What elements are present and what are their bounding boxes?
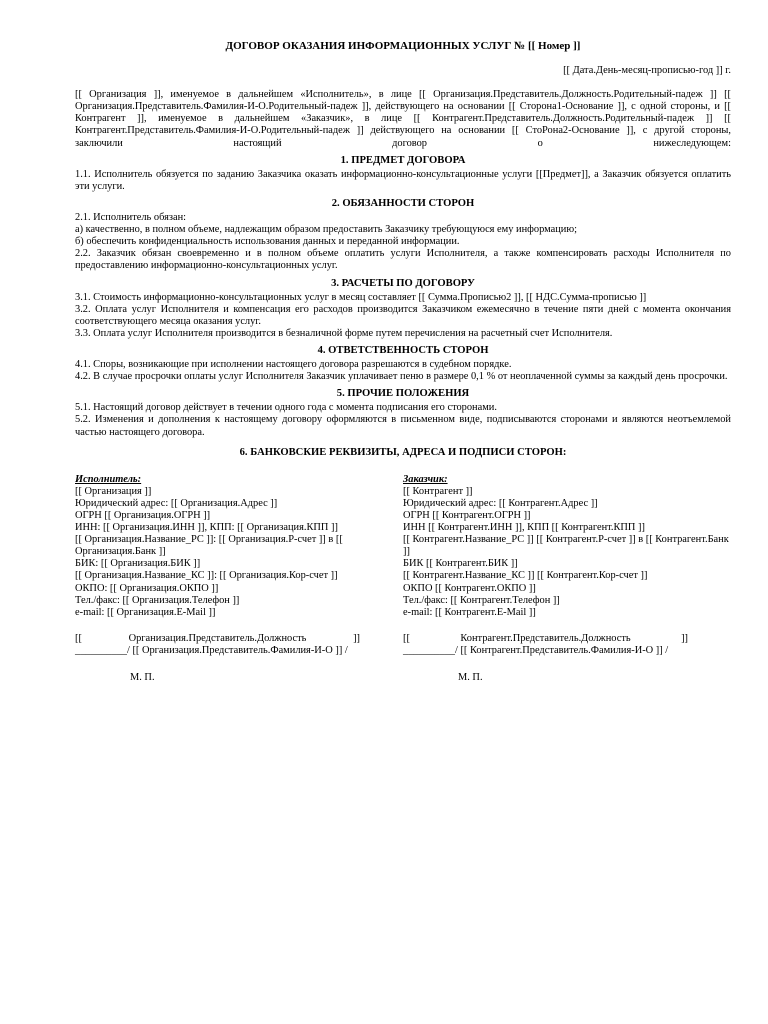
clause: 3.1. Стоимость информационно-консультационных услуг в месяц составляет [[ Сумма.Прописью2 ]], [[ НДС.Сумма-прописью ]]	[75, 291, 647, 303]
requisite-line: [[ Контрагент.Название_КС ]] [[ Контрагент.Кор-счет ]]	[403, 570, 648, 582]
bracket-open: [[	[75, 632, 82, 644]
requisite-line: ОГРН [[ Организация.ОГРН ]]	[75, 510, 211, 521]
requisite-line: БИК [[ Контрагент.БИК ]]	[403, 558, 518, 570]
signature-position-line	[403, 633, 688, 645]
section-heading: 4. ОТВЕТСТВЕННОСТЬ СТОРОН	[317, 344, 489, 356]
signatory-position: Организация.Представитель.Должность	[128, 632, 307, 644]
section-4	[75, 345, 731, 383]
section-heading: 2. ОБЯЗАННОСТИ СТОРОН	[331, 197, 475, 209]
section-1	[75, 155, 731, 193]
requisite-line: [[ Организация.Название_КС ]]: [[ Организация.Кор-счет ]]	[75, 570, 338, 582]
requisite-line: Юридический адрес: [[ Организация.Адрес ]]	[75, 497, 278, 509]
requisite-line: Юридический адрес: [[ Контрагент.Адрес ]]	[403, 497, 598, 509]
requisite-line: e-mail: [[ Контрагент.E-Mail ]]	[403, 606, 536, 618]
requisite-line: ОКПО [[ Контрагент.ОКПО ]]	[403, 582, 536, 594]
contract-preamble: [[ Организация ]], именуемое в дальнейшем «Исполнитель», в лице [[ Организация.Представитель.Должность.Родительный-падеж ]] [[ Организация.Представитель.Фамилия-И-О.Родительный-падеж ]], действующего на основании [[ Сторона1-Основание ]], с одной стороны, и [[ Контрагент ]], именуемое в дальнейшем «Заказчик», в лице [[ Контрагент.Представитель.Должность.Родительный-падеж ]] [[ Контрагент.Представитель.Фамилия-И-О.Родительный-падеж ]] действующего на основании [[ СтоРона2-Основание ]], с другой стороны, заключили настоящий договор о нижеследующем:	[75, 89, 731, 149]
requisite-line: [[ Организация.Название_РС ]]: [[ Организация.Р-счет ]] в [[ Организация.Банк ]]	[75, 534, 343, 558]
requisites-columns	[75, 474, 731, 684]
requisite-line: [[ Контрагент.Название_РС ]] [[ Контрагент.Р-счет ]] в [[ Контрагент.Банк ]]	[403, 534, 729, 558]
requisite-line: ИНН [[ Контрагент.ИНН ]], КПП [[ Контрагент.КПП ]]	[403, 522, 645, 534]
clause: 5.1. Настоящий договор действует в течении одного года с момента подписания его сторонами.	[75, 402, 497, 414]
requisite-line: [[ Контрагент ]]	[403, 485, 473, 497]
contract-title: ДОГОВОР ОКАЗАНИЯ ИНФОРМАЦИОННЫХ УСЛУГ № [[ Номер ]]	[225, 40, 581, 52]
requisite-line: ОКПО: [[ Организация.ОКПО ]]	[75, 582, 219, 594]
requisite-line: Тел./факс: [[ Организация.Телефон ]]	[75, 594, 240, 606]
section-heading: 3. РАСЧЕТЫ ПО ДОГОВОРУ	[331, 277, 475, 289]
signatory-name-line: __________/ [[ Организация.Представитель.Фамилия-И-О ]] /	[75, 644, 348, 656]
section-3	[75, 278, 731, 340]
requisite-line: Тел./факс: [[ Контрагент.Телефон ]]	[403, 594, 560, 606]
clause: 5.2. Изменения и дополнения к настоящему договору оформляются в письменном виде, подписываются сторонами и являются неотъемлемой частью настоящего договора.	[75, 414, 731, 438]
clause: а) качественно, в полном объеме, надлежащим образом предоставить Заказчику требующуюся ему информацию;	[75, 224, 578, 236]
bracket-open: [[	[403, 632, 410, 644]
stamp-place: М. П.	[130, 672, 155, 684]
clause: 4.2. В случае просрочки оплаты услуг Исполнителя Заказчик уплачивает пеню в размере 0,1 % от неоплаченной суммы за каждый день просрочки.	[75, 371, 728, 383]
requisite-line: ИНН: [[ Организация.ИНН ]], КПП: [[ Организация.КПП ]]	[75, 522, 338, 534]
executor-signature	[75, 633, 403, 684]
executor-requisites	[75, 474, 403, 684]
clause: 3.2. Оплата услуг Исполнителя и компенсация его расходов производится Заказчиком ежемесячно в течение пяти дней с момента окончания соответствующего месяца оказания услуг.	[75, 303, 731, 327]
signatory-position: Контрагент.Представитель.Должность	[460, 632, 631, 644]
section-2	[75, 198, 731, 273]
customer-requisites	[403, 474, 731, 684]
clause: 3.3. Оплата услуг Исполнителя производится в безналичной форме путем перечисления на расчетный счет Исполнителя.	[75, 327, 613, 339]
signatory-name-line: __________/ [[ Контрагент.Представитель.Фамилия-И-О ]] /	[403, 644, 669, 656]
clause: 2.2. Заказчик обязан своевременно и в полном объеме оплатить услуги Исполнителя, а также компенсировать расходы Исполнителя по предоставлению информационно-консультационных услуг.	[75, 248, 731, 272]
section-heading: 1. ПРЕДМЕТ ДОГОВОРА	[340, 154, 466, 166]
contract-body	[75, 40, 731, 684]
signature-position-line	[75, 633, 360, 645]
clause: 4.1. Споры, возникающие при исполнении настоящего договора разрешаются в судебном порядке.	[75, 359, 512, 371]
contract-date: [[ Дата.День-месяц-прописью-год ]] г.	[563, 65, 731, 77]
clause: 1.1. Исполнитель обязуется по заданию Заказчика оказать информационно-консультационные услуги [[Предмет]], а Заказчик обязуется оплатить эти услуги.	[75, 168, 731, 192]
section-5	[75, 388, 731, 438]
customer-signature	[403, 633, 731, 684]
requisite-line: БИК: [[ Организация.БИК ]]	[75, 558, 201, 570]
requisite-line: [[ Организация ]]	[75, 485, 152, 497]
requisites-heading: 6. БАНКОВСКИЕ РЕКВИЗИТЫ, АДРЕСА И ПОДПИСИ СТОРОН:	[239, 446, 567, 458]
requisite-line: ОГРН [[ Контрагент.ОГРН ]]	[403, 510, 531, 521]
section-heading: 5. ПРОЧИЕ ПОЛОЖЕНИЯ	[336, 388, 470, 400]
stamp-place: М. П.	[458, 672, 483, 684]
clause: б) обеспечить конфиденциальность использования данных и переданной информации.	[75, 236, 460, 248]
bracket-close: ]]	[353, 632, 360, 644]
executor-label: Исполнитель:	[75, 473, 142, 485]
bracket-close: ]]	[681, 632, 688, 644]
customer-label: Заказчик:	[403, 473, 448, 485]
requisite-line: e-mail: [[ Организация.E-Mail ]]	[75, 606, 216, 618]
clause: 2.1. Исполнитель обязан:	[75, 212, 187, 224]
